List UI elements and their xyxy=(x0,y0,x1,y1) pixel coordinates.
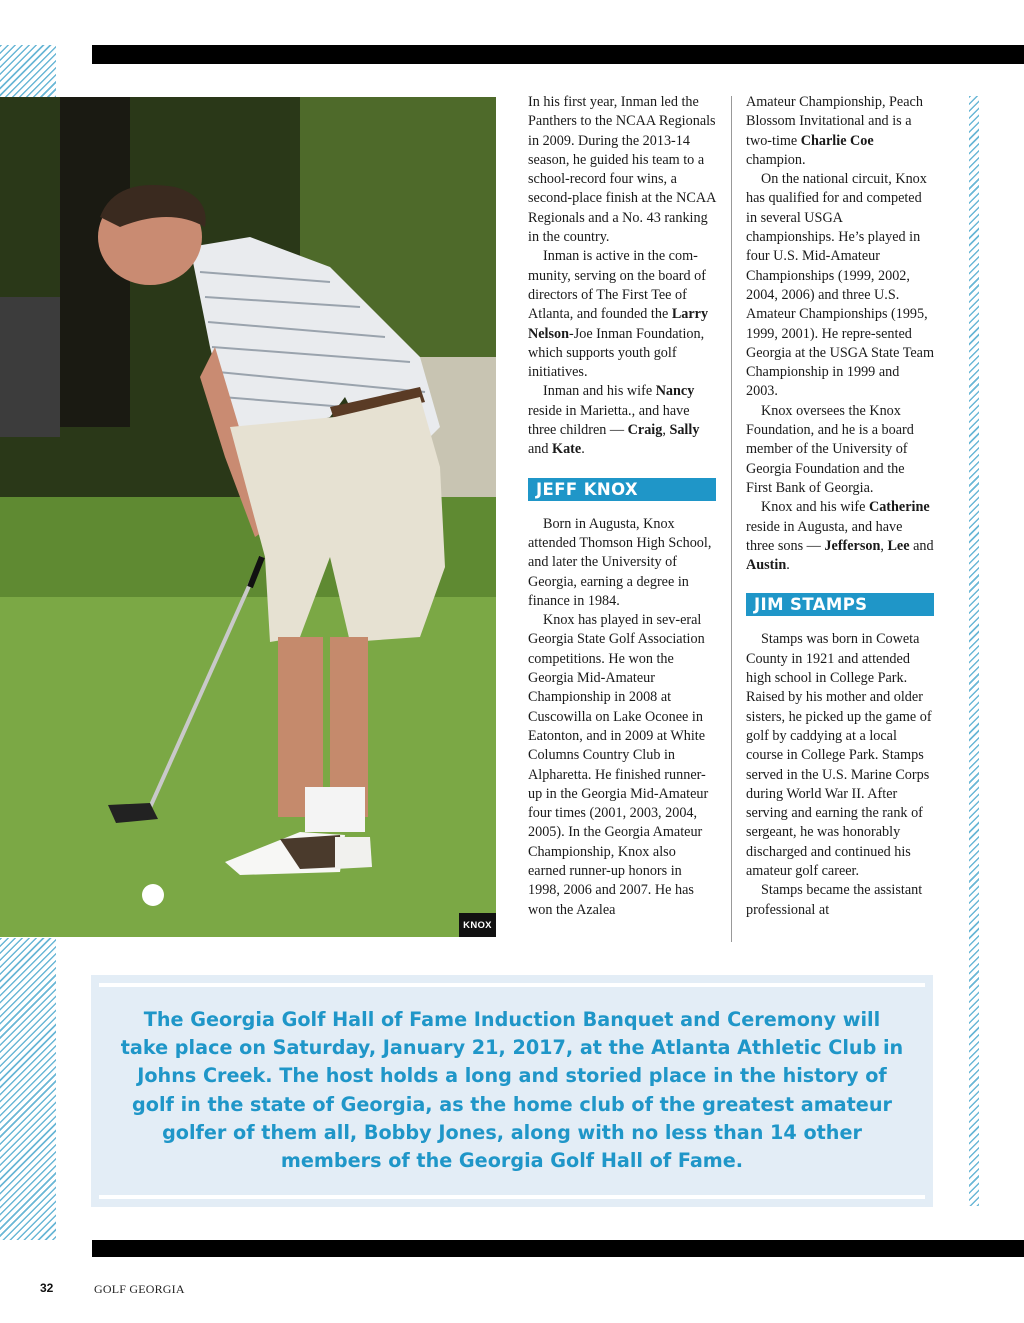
bottom-black-bar xyxy=(92,1240,1024,1257)
magazine-name: GOLF GEORGIA xyxy=(94,1282,185,1296)
paragraph: Inman and his wife Nancy reside in Marietta., and have three children — Craig, Sally and Kate. xyxy=(528,383,700,458)
decorative-hatch-right xyxy=(969,96,979,1206)
paragraph: On the national circuit, Knox has qualified for and competed in several USGA championships. He’s played in four U.S. Mid-Amateur Championships (1999, 2002, 2004, 2006) and three U.S. Amateur Championships (1995, 1999, 2001). He repre-sented Georgia at the USGA State Team Championship in 1999 and 2003. xyxy=(746,171,935,400)
golfer-illustration xyxy=(0,97,496,937)
callout-text: The Georgia Golf Hall of Fame Induction Banquet and Ceremony will take place on Saturday, January 21, 2017, at the Atlanta Athletic Club in Johns Creek. The host holds a long and storied place in the history of golf in the state of Georgia, as the home club of the greatest amateur golfer of them all, Bobby Jones, along with no less than 14 other members of the Georgia Golf Hall of Fame. xyxy=(120,1008,904,1173)
paragraph: Knox oversees the Knox Foundation, and he is a board member of the University of Georgia Foundation and the First Bank of Georgia. xyxy=(746,402,914,496)
callout-rule-top xyxy=(99,983,925,987)
photo-caption: KNOX xyxy=(459,913,496,937)
section-heading-jim-stamps: JIM STAMPS xyxy=(746,593,934,616)
paragraph: Knox has played in sev-eral Georgia State Golf Association competitions. He won the Georgia Mid-Amateur Championship in 2008 at Cuscowilla on Lake Oconee in Eatonton, and in 2009 at White Columns Country Club in Alpharetta. He finished runner-up in the Georgia Mid-Amateur four times (2001, 2003, 2004, 2005). In the Georgia Amateur Championship, Knox also earned runner-up honors in 1998, 2006 and 2007. He has won the Azalea xyxy=(528,612,709,918)
golfer-photo xyxy=(0,97,496,937)
callout-rule-bottom xyxy=(99,1195,925,1199)
page-number: 32 xyxy=(40,1281,54,1295)
column-divider xyxy=(731,96,732,942)
paragraph: Inman is active in the com-munity, serving on the board of directors of The First Tee of Atlanta, and founded the Larry Nelson-Joe Inman Foundation, which supports youth golf initiatives. xyxy=(528,248,709,381)
decorative-hatch-bottom-left xyxy=(0,938,56,1240)
paragraph: In his first year, Inman led the Panthers to the NCAA Regionals in 2009. During the 2013-14 season, he guided his team to a school-record four wins, a second-place finish at the NCAA Regionals and a No. 43 ranking in the country. xyxy=(528,94,716,246)
decorative-hatch-top-left xyxy=(0,45,56,98)
paragraph: Born in Augusta, Knox attended Thomson High School, and later the University of Georgia, earning a degree in finance in 1984. xyxy=(528,515,712,609)
section-heading-jeff-knox: JEFF KNOX xyxy=(528,478,716,501)
paragraph: Amateur Championship, Peach Blossom Invitational and is a two-time Charlie Coe champion. xyxy=(746,94,923,168)
callout-box xyxy=(91,975,933,1207)
paragraph: Stamps was born in Coweta County in 1921 and attended high school in College Park. Raised by his mother and older sisters, he picked up the game of golf by caddying at a local course in College Park. Stamps served in the U.S. Marine Corps during World War II. After serving and earning the rank of sergeant, he was honorably discharged and continued his amateur golf career. xyxy=(746,631,932,879)
paragraph: Stamps became the assistant professional at xyxy=(746,882,923,918)
text-column-1 xyxy=(528,93,716,920)
text-column-2 xyxy=(746,93,934,920)
top-black-bar xyxy=(92,45,1024,64)
paragraph: Knox and his wife Catherine reside in Augusta, and have three sons — Jefferson, Lee and Austin. xyxy=(746,499,934,574)
